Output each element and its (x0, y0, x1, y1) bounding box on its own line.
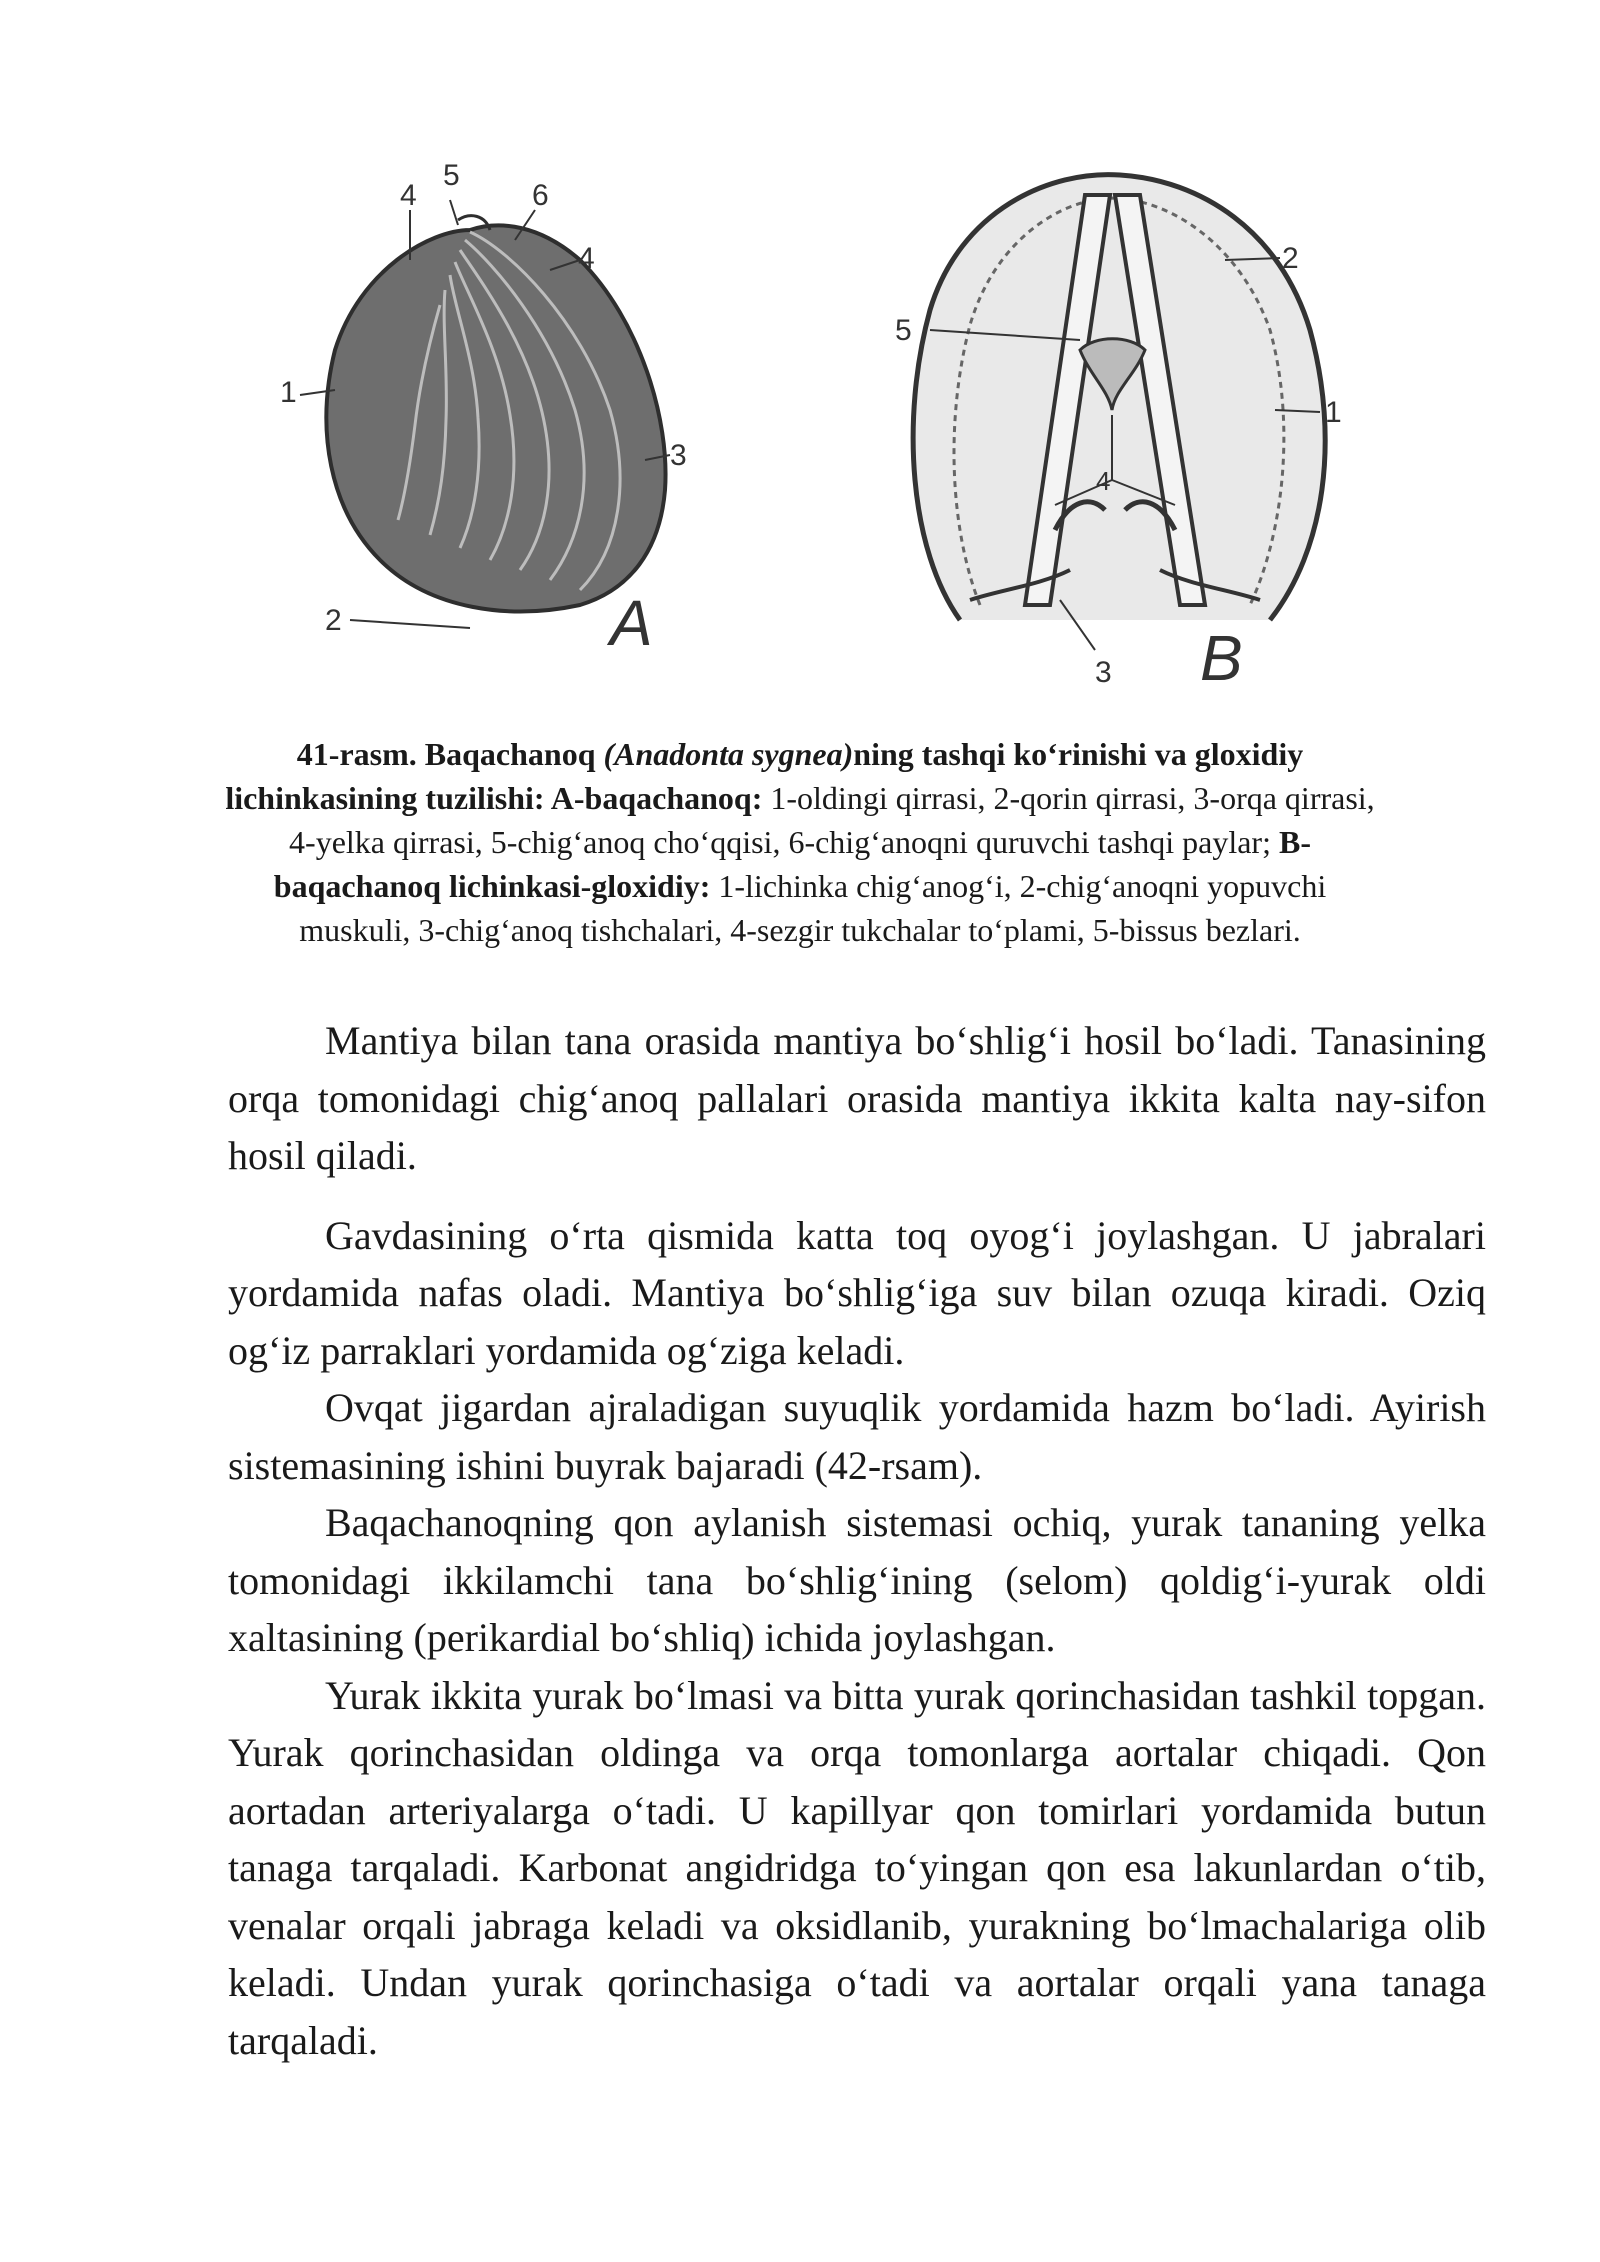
shell-label-4-right: 4 (578, 242, 595, 275)
caption-part-b-heading: B-baqachanoq lichinkasi-gloxidiy: (273, 824, 1311, 904)
shell-label-1: 1 (280, 376, 297, 409)
shell-label-2: 2 (325, 604, 342, 637)
caption-part-a-heading: A-baqachanoq: (544, 780, 763, 816)
larva-label-4: 4 (1096, 466, 1111, 496)
caption-latin-name: (Anadonta sygnea) (603, 736, 854, 772)
shell-label-4-left: 4 (400, 179, 417, 212)
figure-caption (225, 732, 1375, 952)
shell-letter-a: A (610, 587, 653, 659)
shell-label-5: 5 (443, 159, 460, 192)
paragraph: Gavdasining oʻrta qismida katta toq oyogʻi joylashgan. U jabralari yordamida nafas oladi. Mantiya boʻshligʻiga suv bilan ozuqa kiradi. Oziq ogʻiz parraklari yordamida ogʻziga keladi. (228, 1212, 1486, 1373)
caption-title: ning tashqi koʻrinishi va gloxidiy lichinkasining tuzilishi: (225, 736, 1304, 816)
figure-illustration (280, 150, 1400, 700)
paragraph: Baqachanoqning qon aylanish sistemasi ochiq, yurak tananing yelka tomonidagi ikkilamchi tana boʻshligʻining (selom) qoldigʻi-yurak oldi xaltasining (perikardial boʻshliq) ichida joylashgan. (228, 1500, 1486, 1660)
shell-illustration (280, 159, 687, 659)
caption-part-a-text: 1-oldingi qirrasi, 2-qorin qirrasi, 3-orqa qirrasi, 4-yelka qirrasi, 5-chigʻanoq choʻqqisi, 6-chigʻanoqni quruvchi tashqi paylar; (289, 780, 1375, 860)
body-text (228, 1012, 1486, 2069)
larva-illustration (895, 175, 1342, 694)
larva-letter-b: B (1200, 622, 1243, 694)
shell-label-3: 3 (670, 439, 687, 472)
figure-41 (280, 150, 1400, 700)
caption-fig-number: 41-rasm. Baqachanoq (296, 736, 604, 772)
shell-label-6: 6 (532, 179, 549, 212)
larva-label-5: 5 (895, 314, 912, 347)
larva-label-3: 3 (1095, 656, 1112, 689)
caption-part-b-text: 1-lichinka chigʻanogʻi, 2-chigʻanoqni yopuvchi muskuli, 3-chigʻanoq tishchalari, 4-sezgir tukchalar toʻplami, 5-bissus bezlari. (299, 868, 1327, 948)
paragraph: Mantiya bilan tana orasida mantiya boʻshligʻi hosil boʻladi. Tanasining orqa tomonidagi chigʻanoq pallalari orasida mantiya ikkita kalta nay-sifon hosil qiladi. (228, 1018, 1486, 1178)
paragraph: Ovqat jigardan ajraladigan suyuqlik yordamida hazm boʻladi. Ayirish sistemasining ishini buyrak bajaradi (42-rsam). (228, 1385, 1486, 1488)
larva-label-2: 2 (1282, 242, 1299, 275)
larva-label-1: 1 (1325, 396, 1342, 429)
paragraph: Yurak ikkita yurak boʻlmasi va bitta yurak qorinchasidan tashkil topgan. Yurak qorinchasidan oldinga va orqa tomonlarga aortalar chiqadi. Qon aortadan arteriyalarga oʻtadi. U kapillyar qon tomirlari yordamida butun tanaga tarqaladi. Karbonat angidridga toʻyingan qon esa lakunlardan oʻtib, venalar orqali jabraga keladi va oksidlanib, yurakning boʻlmachalariga olib keladi. Undan yurak qorinchasiga oʻtadi va aortalar orqali yana tanaga tarqaladi. (228, 1672, 1486, 2063)
